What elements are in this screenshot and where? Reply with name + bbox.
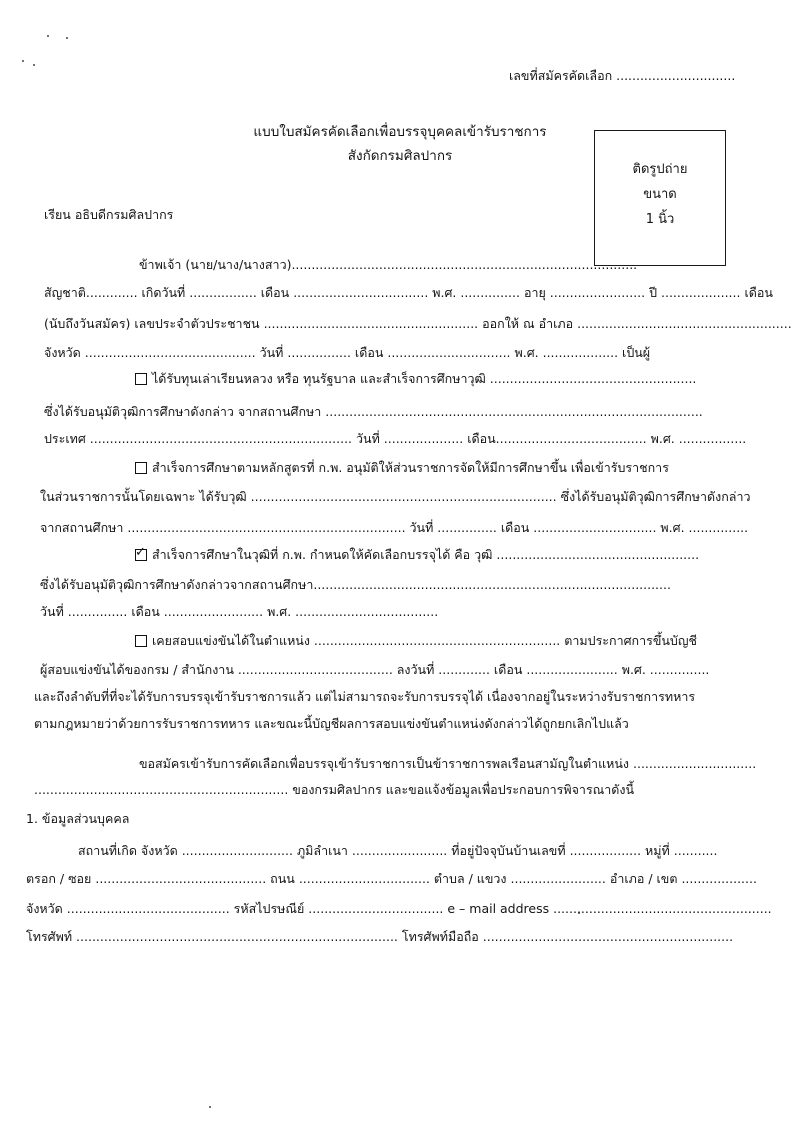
checkbox-exam-passed[interactable] bbox=[135, 635, 147, 647]
scan-speck bbox=[47, 35, 49, 37]
scan-speck bbox=[66, 37, 68, 39]
province-postal-email-line: จังหวัด ......................................... รหัสไปรษณีย์ .................................. e – mail address ....................................................... bbox=[26, 901, 772, 916]
apply-position-line: ขอสมัครเข้ารับการคัดเลือกเพื่อบรรจุเข้ารับราชการเป็นข้าราชการพลเรือนสามัญในตำแหน่ง ............................... bbox=[139, 756, 757, 771]
qualification-label: สำเร็จการศึกษาในวุฒิที่ ก.พ. กำหนดให้คัดเลือกบรรจุได้ คือ วุฒิ ................................................... bbox=[152, 547, 700, 562]
curriculum-label: สำเร็จการศึกษาตามหลักสูตรที่ ก.พ. อนุมัติให้ส่วนราชการจัดให้มีการศึกษาขึ้น เพื่อเข้ารับราชการ bbox=[152, 460, 669, 475]
form-subtitle: สังกัดกรมศิลปากร bbox=[347, 148, 453, 164]
scholarship-label: ได้รับทุนเล่าเรียนหลวง หรือ ทุนรัฐบาล และสำเร็จการศึกษาวุฒิ .................................................... bbox=[152, 371, 697, 386]
qualification-institution-line: ซึ่งได้รับอนุมัติวุฒิการศึกษาดังกล่าวจากสถานศึกษา.......................................................................................... bbox=[40, 577, 671, 592]
scan-speck bbox=[209, 1106, 211, 1108]
qualification-date-line: วันที่ ............... เดือน ......................... พ.ศ. .................................... bbox=[40, 604, 439, 619]
exam-passed-option[interactable] bbox=[135, 633, 697, 649]
military-law-line: ตามกฎหมายว่าด้วยการรับราชการทหาร และขณะนี้บัญชีผลการสอบแข่งขันตำแหน่งดังกล่าวได้ถูกยกเลิกไปแล้ว bbox=[34, 716, 629, 731]
scholarship-country-line: ประเทศ .................................................................. วันที่ .................... เดือน...................................... พ.ศ. ................. bbox=[44, 431, 747, 446]
scholarship-institution-line: ซึ่งได้รับอนุมัติวุฒิการศึกษาดังกล่าว จากสถานศึกษา ............................................................................................... bbox=[44, 404, 703, 419]
exam-department-line: ผู้สอบแข่งขันได้ของกรม / สำนักงาน ....................................... ลงวันที่ ............. เดือน ....................... พ.ศ. ............... bbox=[40, 662, 710, 677]
curriculum-degree-line: ในส่วนราชการนั้นโดยเฉพาะ ได้รับวุฒิ ............................................................................. ซึ่งได้รับอนุมัติวุฒิการศึกษาดังกล่าว bbox=[40, 489, 751, 504]
scholarship-option[interactable] bbox=[135, 371, 696, 387]
street-line: ตรอก / ซอย ........................................... ถนน ................................. ตำบล / แขวง ........................ อำเภอ / เขต ................... bbox=[26, 871, 757, 886]
form-title: แบบใบสมัครคัดเลือกเพื่อบรรจุบุคคลเข้ารับราชการ bbox=[253, 124, 547, 140]
military-service-line: และถึงลำดับที่ที่จะได้รับการบรรจุเข้ารับราชการแล้ว แต่ไม่สามารถจะรับการบรรจุได้ เนื่องจากอยู่ในระหว่างรับราชการทหาร bbox=[34, 689, 696, 704]
apply-department-line: ................................................................ ของกรมศิลปากร และขอแจ้งข้อมูลเพื่อประกอบการพิจารณาดังนี้ bbox=[34, 782, 635, 797]
exam-passed-label: เคยสอบแข่งขันได้ในตำแหน่ง .............................................................. ตามประกาศการขึ้นบัญชี bbox=[152, 633, 697, 648]
checkbox-curriculum[interactable] bbox=[135, 462, 147, 474]
scan-speck bbox=[33, 64, 35, 66]
curriculum-option[interactable] bbox=[135, 460, 669, 476]
photo-box bbox=[594, 130, 726, 266]
birthplace-address-line: สถานที่เกิด จังหวัด ............................ ภูมิลำเนา ........................ ที่อยู่ปัจจุบันบ้านเลขที่ .................. หมู่ที่ ........... bbox=[78, 843, 718, 858]
id-card-line: (นับถึงวันสมัคร) เลขประจำตัวประชาชน ...................................................... ออกให้ ณ อำเภอ ...................................................... bbox=[44, 316, 792, 331]
scan-speck bbox=[22, 60, 24, 62]
checkbox-scholarship[interactable] bbox=[135, 373, 147, 385]
qualification-option[interactable] bbox=[135, 547, 699, 563]
salutation: เรียน อธิบดีกรมศิลปากร bbox=[44, 207, 174, 222]
application-number: เลขที่สมัครคัดเลือก .............................. bbox=[509, 68, 736, 83]
section-personal-info: 1. ข้อมูลส่วนบุคคล bbox=[26, 811, 130, 826]
photo-box-line-1: ติดรูปถ่าย bbox=[632, 162, 688, 177]
photo-box-line-2: ขนาด bbox=[643, 187, 677, 202]
applicant-name-line: ข้าพเจ้า (นาย/นาง/นางสาว)....................................................................................... bbox=[139, 257, 638, 272]
photo-box-line-3: 1 นิ้ว bbox=[645, 212, 675, 227]
curriculum-institution-line: จากสถานศึกษา ...................................................................... วันที่ ............... เดือน ............................... พ.ศ. ............... bbox=[40, 520, 749, 535]
nationality-birth-line: สัญชาติ............. เกิดวันที่ ................. เดือน .................................. พ.ศ. ............... อายุ ........................ ปี .................... เดือน bbox=[44, 285, 773, 300]
phone-line: โทรศัพท์ ................................................................................. โทรศัพท์มือถือ ............................................................... bbox=[26, 929, 734, 944]
checkbox-qualification[interactable]: ✓ bbox=[135, 545, 146, 560]
province-date-line: จังหวัด ........................................... วันที่ ................ เดือน ............................... พ.ศ. ................... เป็นผู้ bbox=[44, 345, 651, 360]
